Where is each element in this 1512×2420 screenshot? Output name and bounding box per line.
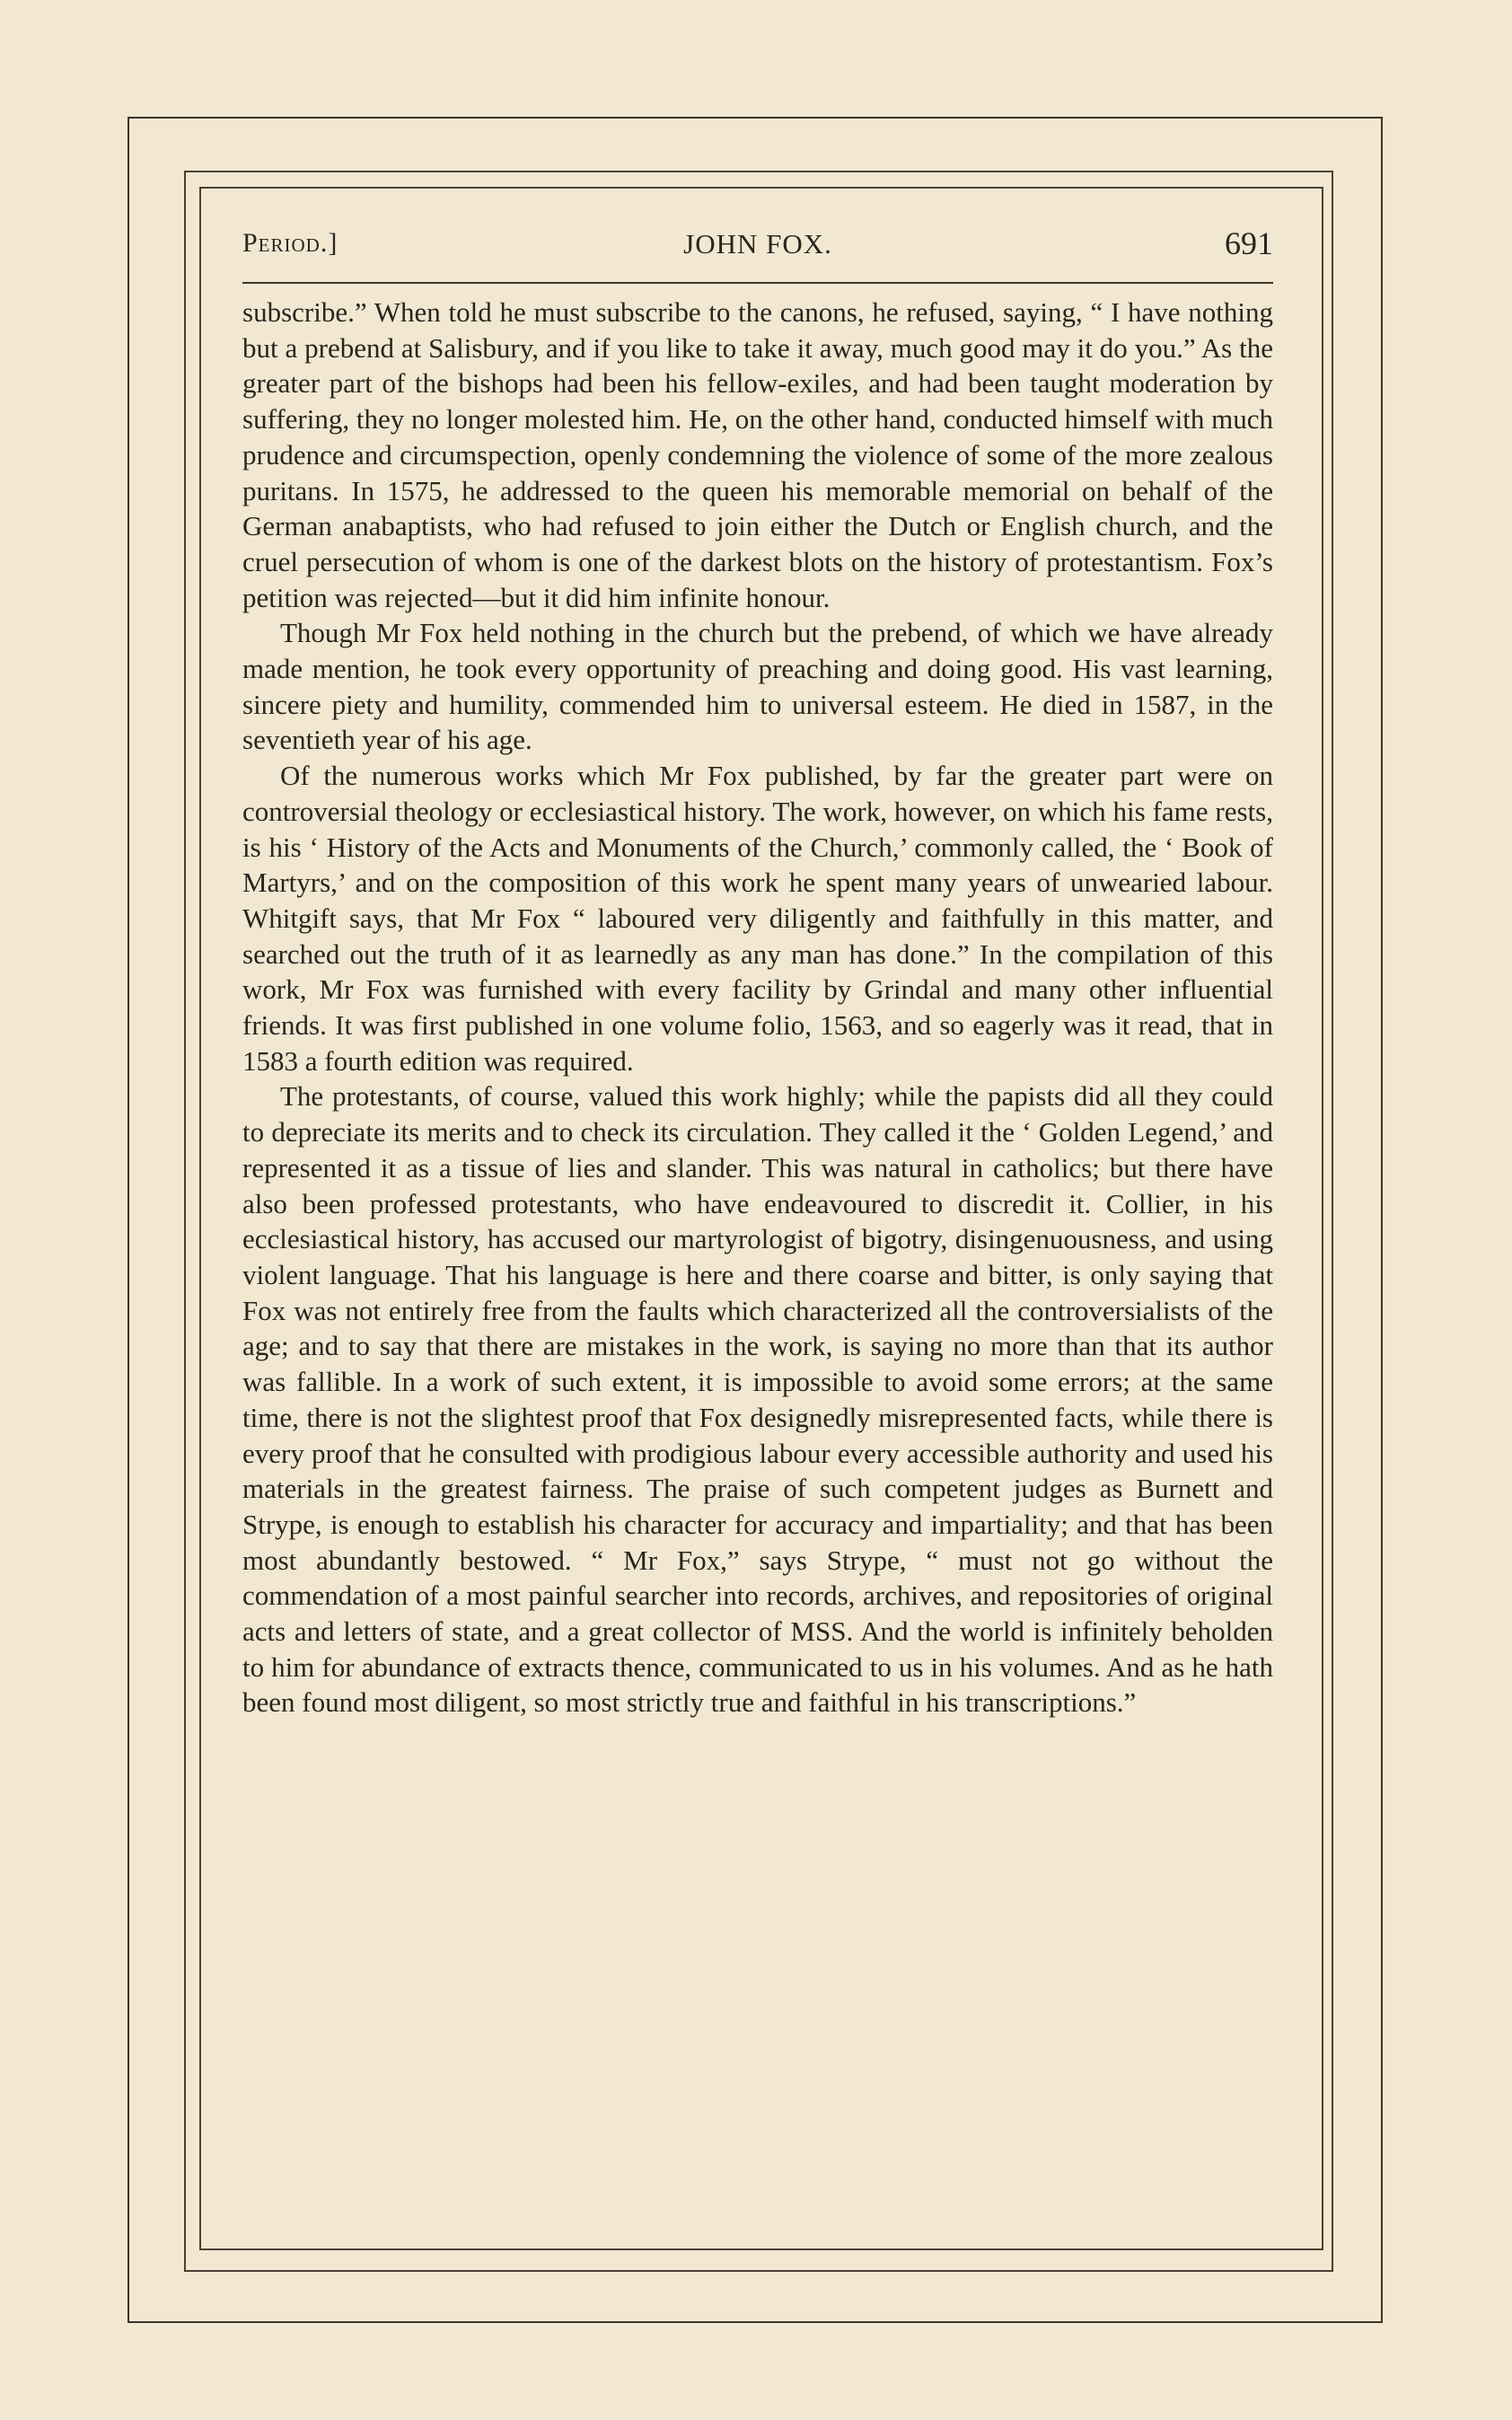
running-head-section: Period.] — [242, 228, 338, 258]
header-rule — [242, 282, 1273, 284]
body-text — [242, 295, 1273, 1720]
paragraph-2: Though Mr Fox held nothing in the church but the prebend, of which we have already made mention, he took every opportunity of preaching and doing good. His vast learning, sincere piety and humility, commended him to universal esteem. He died in 1587, in the seventieth year of his age. — [242, 617, 1273, 756]
paragraph-1: subscribe.” When told he must subscribe to the canons, he refused, saying, “ I have nothing but a prebend at Salisbury, and if you like to take it away, much good may it do you.” As the greater part of the bishops had been his fellow-exiles, and had been taught moderation by suffering, they no longer molested him. He, on the other hand, conducted himself with much prudence and circumspection, openly condemning the violence of some of the more zealous puritans. In 1575, he addressed to the queen his memorable memorial on behalf of the German anabaptists, who had refused to join either the Dutch or English church, and the cruel persecution of whom is one of the darkest blots on the history of protestantism. Fox’s petition was rejected—but it did him infinite honour. — [242, 296, 1273, 613]
page-number: 691 — [1225, 225, 1273, 261]
paragraph-3: Of the numerous works which Mr Fox published, by far the greater part were on controversial theology or ecclesiastical history. The work, however, on which his fame rests, is his ‘ History of the Acts and Monuments of the Church,’ commonly called, the ‘ Book of Martyrs,’ and on the composition of this work he spent many years of unwearied labour. Whitgift says, that Mr Fox “ laboured very diligently and faithfully in this matter, and searched out the truth of it as learnedly as any man has done.” In the compilation of this work, Mr Fox was furnished with every facility by Grindal and many other influential friends. It was first published in one volume folio, 1563, and so eagerly was it read, that in 1583 a fourth edition was required. — [242, 760, 1273, 1077]
paragraph-4: The protestants, of course, valued this work highly; while the papists did all they could to depreciate its merits and to check its circulation. They called it the ‘ Golden Legend,’ and represented it as a tissue of lies and slander. This was natural in catholics; but there have also been professed protestants, who have endeavoured to discredit it. Collier, in his ecclesiastical history, has accused our martyrologist of bigotry, disingenuousness, and using violent language. That his language is here and there coarse and bitter, is only saying that Fox was not entirely free from the faults which characterized all the controversialists of the age; and to say that there are mistakes in the work, is saying no more than that its author was fallible. In a work of such extent, it is impossible to avoid some errors; at the same time, there is not the slightest proof that Fox designedly misrepresented facts, while there is every proof that he consulted with prodigious labour every accessible authority and used his materials in the greatest fairness. The praise of such competent judges as Burnett and Strype, is enough to establish his character for accuracy and impartiality; and that has been most abundantly bestowed. “ Mr Fox,” says Strype, “ must not go without the commendation of a most painful searcher into records, archives, and repositories of original acts and letters of state, and a great collector of MSS. And the world is infinitely beholden to him for abundance of extracts thence, communicated to us in his volumes. And as he hath been found most diligent, so most strictly true and faithful in his transcriptions.” — [242, 1080, 1273, 1719]
running-head — [242, 224, 1273, 275]
running-head-title: JOHN FOX. — [683, 228, 832, 260]
